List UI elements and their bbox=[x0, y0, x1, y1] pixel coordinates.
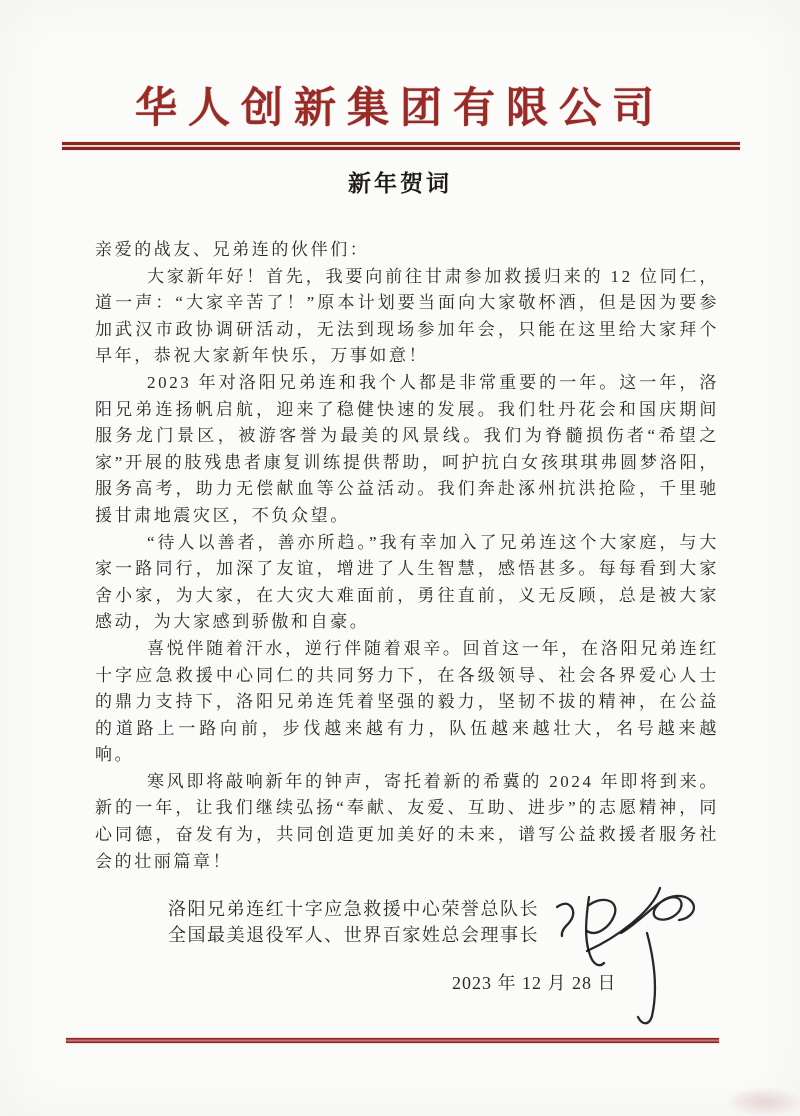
salutation: 亲爱的战友、兄弟连的伙伴们： bbox=[95, 240, 370, 259]
signature-ink-svg bbox=[545, 883, 705, 1028]
letterhead-company-name: 华人创新集团有限公司 bbox=[134, 86, 665, 132]
letter-body bbox=[95, 237, 719, 875]
letterhead-double-rule bbox=[62, 142, 740, 151]
signature-block bbox=[168, 897, 538, 948]
scan-smudge bbox=[728, 1088, 800, 1116]
signature-date: 2023 年 12 月 28 日 bbox=[452, 973, 617, 993]
signature-stroke-bowl bbox=[587, 900, 615, 933]
signature-stroke-descender bbox=[638, 933, 655, 1023]
handwritten-signature-ink bbox=[545, 883, 705, 1028]
signature-title-line-2: 全国最美退役军人、世界百家姓总会理事长 bbox=[168, 924, 538, 945]
signature-stroke-hook bbox=[557, 904, 573, 936]
letterhead-rule-bottom bbox=[62, 147, 740, 151]
paragraph-1: 大家新年好！首先，我要向前往甘肃参加救援归来的 12 位同仁，道一声：“大家辛苦了！”原本计划要当面向大家敬杯酒，但是因为要参加武汉市政协调研活动，无法到现场参加年会，只能在这里给大家拜个早年，恭祝大家新年快乐，万事如意！ bbox=[95, 266, 719, 366]
paragraph-3: “待人以善者，善亦所趋。”我有幸加入了兄弟连这个大家庭，与大家一路同行，加深了友谊，增进了人生智慧，感悟甚多。每每看到大家舍小家，为大家，在大灾大难面前，勇往直前，义无反顾，总是被大家感动，为大家感到骄傲和自豪。 bbox=[95, 532, 719, 632]
paragraph-4: 喜悦伴随着汗水，逆行伴随着艰辛。回首这一年，在洛阳兄弟连红十字应急救援中心同仁的共同努力下，在各级领导、社会各界爱心人士的鼎力支持下，洛阳兄弟连凭着坚强的毅力，坚韧不拔的精神，在公益的道路上一路向前，步伐越来越有力，队伍越来越壮大，名号越来越响。 bbox=[95, 638, 719, 765]
letterhead-footer-rule bbox=[66, 1038, 719, 1043]
paragraph-2: 2023 年对洛阳兄弟连和我个人都是非常重要的一年。这一年，洛阳兄弟连扬帆启航，迎来了稳健快速的发展。我们牡丹花会和国庆期间服务龙门景区，被游客誉为最美的风景线。我们为脊髓损伤者“希望之家”开展的肢残患者康复训练提供帮助，呵护抗白女孩琪琪弗圆梦洛阳，服务高考，助力无偿献血等公益活动。我们奔赴涿州抗洪抢险，千里驰援甘肃地震灾区，不负众望。 bbox=[95, 372, 719, 525]
signature-stroke-loops bbox=[621, 896, 694, 933]
signature-title-line-1: 洛阳兄弟连红十字应急救援中心荣誉总队长 bbox=[168, 899, 538, 919]
document-title: 新年贺词 bbox=[348, 171, 452, 196]
paragraph-5: 寒风即将敲响新年的钟声，寄托着新的希冀的 2024 年即将到来。新的一年，让我们继续弘扬“奉献、友爱、互助、进步”的志愿精神，同心同德，奋发有为，共同创造更加美好的未来，谱写公益救援者服务社会的壮丽篇章！ bbox=[95, 771, 719, 871]
